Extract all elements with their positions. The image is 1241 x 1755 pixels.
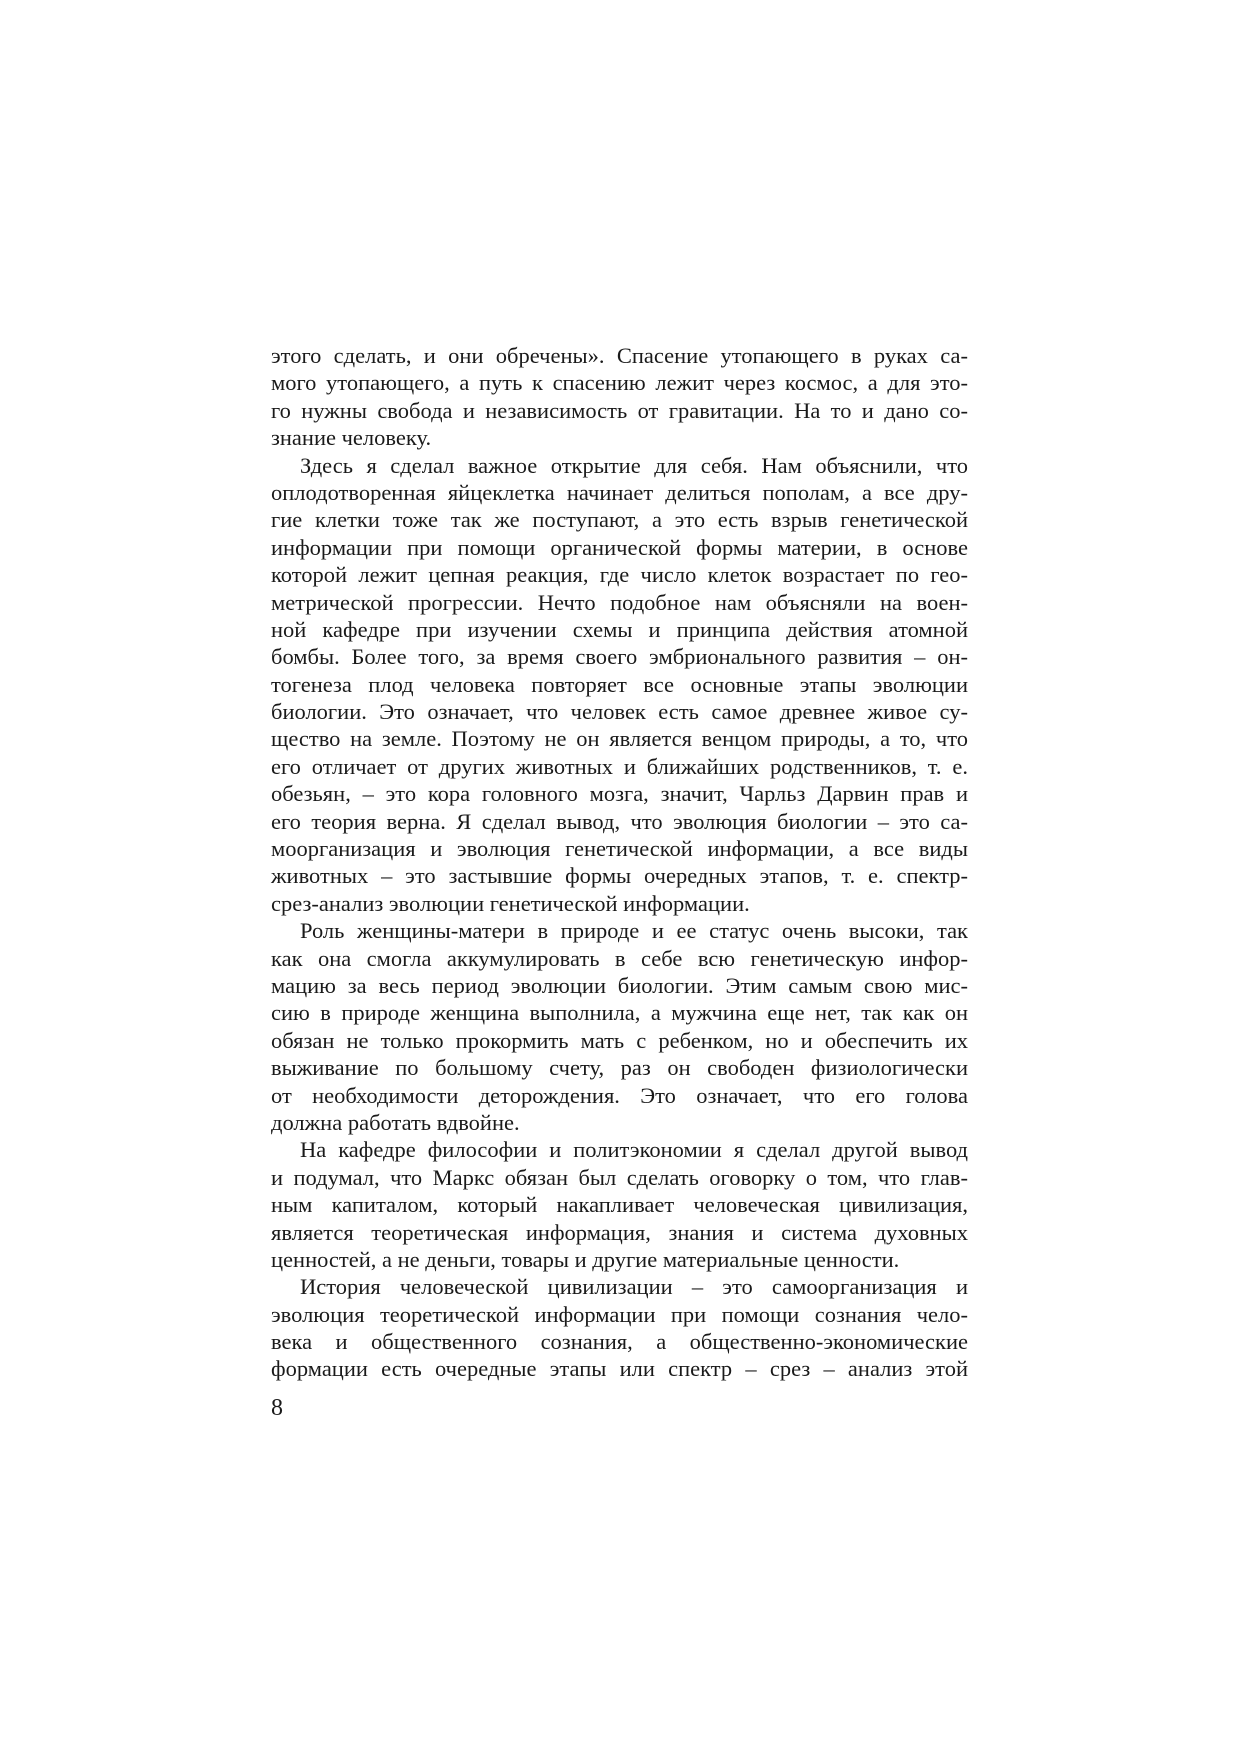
text-line: этого сделать, и они обречены». Спасение утопающего в руках са- bbox=[271, 343, 968, 368]
text-line: века и общественного сознания, а общественно-экономические bbox=[271, 1329, 968, 1355]
text-line: мацию за весь период эволюции биологии. Этим самым свою мис- bbox=[271, 972, 968, 998]
text-line: должна работать вдвойне. bbox=[271, 1109, 520, 1135]
text-line: Здесь я сделал важное открытие для себя. Нам объяснили, что bbox=[300, 452, 968, 478]
text-line: и подумал, что Маркс обязан был сделать оговорку о том, что глав- bbox=[271, 1164, 968, 1190]
text-line: обезьян, – это кора головного мозга, значит, Чарльз Дарвин прав и bbox=[271, 781, 968, 807]
text-line: моорганизация и эволюция генетической информации, а все виды bbox=[271, 836, 968, 862]
text-line: бомбы. Более того, за время своего эмбрионального развития – он- bbox=[271, 644, 968, 670]
text-line: информации при помощи органической формы материи, в основе bbox=[271, 534, 968, 560]
text-line: гие клетки тоже так же поступают, а это есть взрыв генетической bbox=[271, 507, 968, 533]
text-line: История человеческой цивилизации – это самоорганизация и bbox=[300, 1274, 968, 1300]
text-line: биологии. Это означает, что человек есть самое древнее живое су- bbox=[271, 699, 968, 725]
text-line: ным капиталом, который накапливает человеческая цивилизация, bbox=[271, 1192, 968, 1218]
text-line: На кафедре философии и политэкономии я сделал другой вывод bbox=[300, 1137, 968, 1163]
text-line: является теоретическая информация, знания и система духовных bbox=[271, 1219, 968, 1245]
text-line: го нужны свобода и независимость от гравитации. На то и дано со- bbox=[271, 397, 968, 423]
text-line: ценностей, а не деньги, товары и другие материальные ценности. bbox=[271, 1246, 900, 1272]
text-line: оплодотворенная яйцеклетка начинает делиться пополам, а все дру- bbox=[271, 479, 968, 505]
text-line: от необходимости деторождения. Это означает, что его голова bbox=[271, 1082, 968, 1108]
text-line: обязан не только прокормить мать с ребенком, но и обеспечить их bbox=[271, 1027, 968, 1053]
body-text bbox=[271, 342, 968, 1383]
text-line: которой лежит цепная реакция, где число клеток возрастает по гео- bbox=[271, 562, 968, 588]
text-line: формации есть очередные этапы или спектр – срез – анализ этой bbox=[271, 1356, 968, 1382]
text-line: его отличает от других животных и ближайших родственников, т. е. bbox=[271, 753, 968, 779]
text-line: как она смогла аккумулировать в себе всю генетическую инфор- bbox=[271, 945, 968, 971]
page-number: 8 bbox=[271, 1395, 283, 1421]
text-line: сию в природе женщина выполнила, а мужчина еще нет, так как он bbox=[271, 1000, 968, 1026]
text-line: щество на земле. Поэтому не он является венцом природы, а то, что bbox=[271, 726, 968, 752]
text-line: выживание по большому счету, раз он свободен физиологически bbox=[271, 1055, 968, 1081]
text-line: эволюция теоретической информации при помощи сознания чело- bbox=[271, 1301, 968, 1327]
text-line: его теория верна. Я сделал вывод, что эволюция биологии – это са- bbox=[271, 808, 968, 834]
text-line: тогенеза плод человека повторяет все основные этапы эволюции bbox=[271, 671, 968, 697]
text-line: Роль женщины-матери в природе и ее статус очень высоки, так bbox=[300, 918, 968, 944]
text-line: срез-анализ эволюции генетической информации. bbox=[271, 890, 750, 916]
text-line: метрической прогрессии. Нечто подобное нам объясняли на воен- bbox=[271, 589, 968, 615]
text-line: ной кафедре при изучении схемы и принципа действия атомной bbox=[271, 616, 968, 642]
text-line: знание человеку. bbox=[271, 425, 432, 451]
text-line: животных – это застывшие формы очередных этапов, т. е. спектр- bbox=[271, 863, 968, 889]
text-line: мого утопающего, а путь к спасению лежит через космос, а для это- bbox=[271, 370, 968, 396]
